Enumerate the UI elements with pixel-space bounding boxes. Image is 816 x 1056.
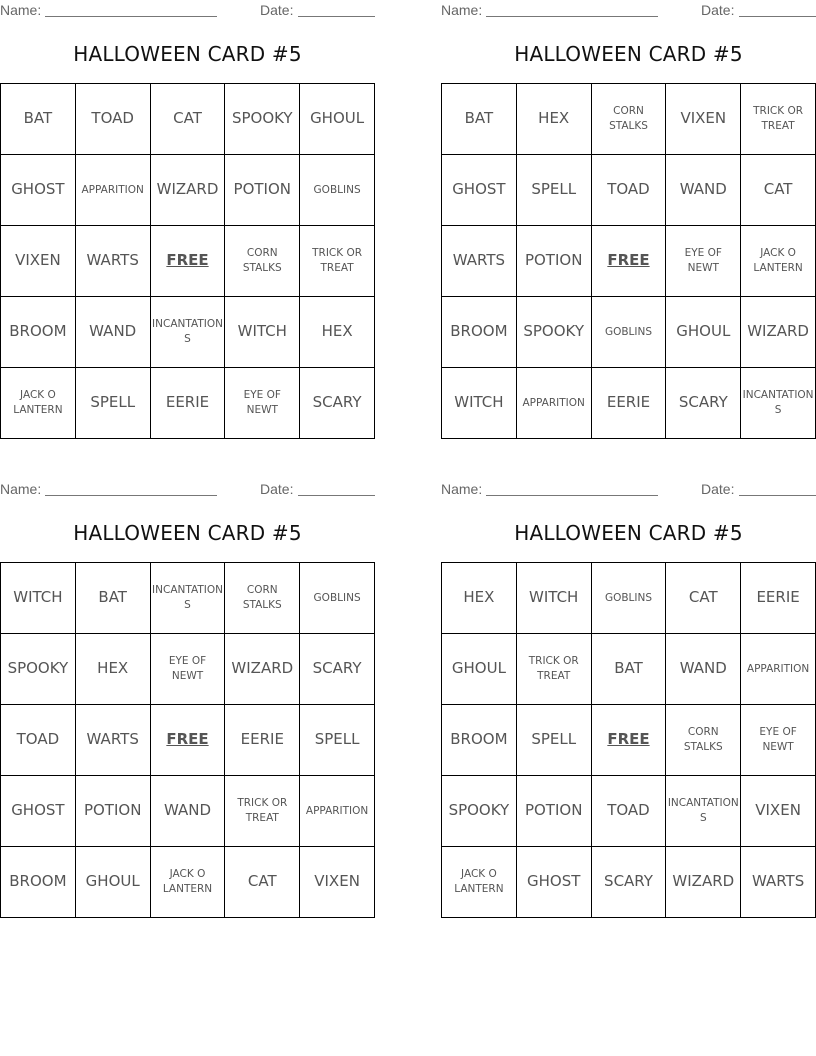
bingo-cell: GHOST — [516, 847, 591, 918]
bingo-cell: CORN STALKS — [666, 705, 741, 776]
bingo-row — [442, 705, 816, 776]
bingo-grid — [0, 83, 375, 439]
bingo-cell: WAND — [666, 155, 741, 226]
bingo-cell: EERIE — [150, 368, 225, 439]
bingo-cell: GOBLINS — [591, 297, 666, 368]
name-label: Name: — [0, 2, 42, 18]
bingo-cell: CORN STALKS — [591, 84, 666, 155]
bingo-cell: TRICK OR TREAT — [741, 84, 816, 155]
bingo-row — [442, 155, 816, 226]
bingo-cell: BAT — [442, 84, 517, 155]
bingo-cell: WAND — [75, 297, 150, 368]
bingo-row — [442, 226, 816, 297]
bingo-cell: HEX — [442, 563, 517, 634]
bingo-cell: APPARITION — [516, 368, 591, 439]
bingo-cell: GOBLINS — [300, 563, 375, 634]
name-date-row — [441, 481, 816, 499]
bingo-cell: BAT — [75, 563, 150, 634]
name-label: Name: — [441, 481, 483, 497]
bingo-cell: HEX — [516, 84, 591, 155]
bingo-cell: GHOST — [442, 155, 517, 226]
bingo-cell: INCANTATIONS — [150, 297, 225, 368]
bingo-cell: EERIE — [591, 368, 666, 439]
bingo-card — [0, 479, 375, 913]
bingo-cell: BAT — [591, 634, 666, 705]
bingo-cell: BROOM — [1, 847, 76, 918]
free-space: FREE — [591, 705, 666, 776]
bingo-cell: BAT — [1, 84, 76, 155]
bingo-cell: TOAD — [591, 155, 666, 226]
bingo-row — [1, 705, 375, 776]
bingo-cell: POTION — [225, 155, 300, 226]
name-blank-line[interactable] — [45, 16, 217, 17]
bingo-cell: WARTS — [442, 226, 517, 297]
bingo-cell: GHOUL — [666, 297, 741, 368]
bingo-cell: SCARY — [300, 634, 375, 705]
bingo-cell: VIXEN — [300, 847, 375, 918]
bingo-grid — [441, 83, 816, 439]
bingo-cell: TOAD — [1, 705, 76, 776]
bingo-row — [1, 847, 375, 918]
bingo-cell: TOAD — [591, 776, 666, 847]
bingo-cell: WAND — [150, 776, 225, 847]
bingo-cell: WARTS — [741, 847, 816, 918]
bingo-row — [1, 563, 375, 634]
card-title: HALLOWEEN CARD #5 — [73, 42, 302, 66]
bingo-grid — [441, 562, 816, 918]
name-date-row — [0, 2, 375, 20]
bingo-cell: APPARITION — [741, 634, 816, 705]
bingo-cell: EYE OF NEWT — [225, 368, 300, 439]
date-label: Date: — [260, 481, 294, 497]
bingo-cell: WAND — [666, 634, 741, 705]
bingo-cell: CORN STALKS — [225, 563, 300, 634]
bingo-cell: SPELL — [516, 705, 591, 776]
bingo-cell: EYE OF NEWT — [741, 705, 816, 776]
free-space: FREE — [591, 226, 666, 297]
bingo-cell: WARTS — [75, 226, 150, 297]
date-blank-line[interactable] — [298, 495, 375, 496]
bingo-cell: EYE OF NEWT — [150, 634, 225, 705]
bingo-cell: INCANTATIONS — [666, 776, 741, 847]
bingo-row — [442, 776, 816, 847]
bingo-cell: HEX — [75, 634, 150, 705]
bingo-cell: VIXEN — [666, 84, 741, 155]
free-space: FREE — [150, 705, 225, 776]
bingo-cell: SCARY — [666, 368, 741, 439]
bingo-cell: CORN STALKS — [225, 226, 300, 297]
bingo-cell: WIZARD — [225, 634, 300, 705]
bingo-cell: SPELL — [300, 705, 375, 776]
bingo-cell: GOBLINS — [591, 563, 666, 634]
bingo-cell: WIZARD — [150, 155, 225, 226]
bingo-cell: TOAD — [75, 84, 150, 155]
bingo-cell: HEX — [300, 297, 375, 368]
bingo-cell: SPELL — [75, 368, 150, 439]
bingo-cell: POTION — [75, 776, 150, 847]
card-title: HALLOWEEN CARD #5 — [514, 42, 743, 66]
date-blank-line[interactable] — [298, 16, 375, 17]
card-title: HALLOWEEN CARD #5 — [73, 521, 302, 545]
bingo-cell: SPOOKY — [1, 634, 76, 705]
bingo-cell: WITCH — [442, 368, 517, 439]
bingo-cell: GHOST — [1, 776, 76, 847]
name-blank-line[interactable] — [45, 495, 217, 496]
bingo-cell: EERIE — [225, 705, 300, 776]
bingo-cell: GHOUL — [75, 847, 150, 918]
bingo-cell: INCANTATIONS — [150, 563, 225, 634]
bingo-cell: BROOM — [442, 705, 517, 776]
bingo-cell: SPOOKY — [442, 776, 517, 847]
bingo-cell: CAT — [741, 155, 816, 226]
bingo-cell: CAT — [150, 84, 225, 155]
bingo-grid — [0, 562, 375, 918]
bingo-cell: VIXEN — [741, 776, 816, 847]
bingo-cell: WITCH — [1, 563, 76, 634]
bingo-cell: SPOOKY — [225, 84, 300, 155]
bingo-cell: BROOM — [442, 297, 517, 368]
bingo-cell: APPARITION — [75, 155, 150, 226]
bingo-cell: WITCH — [516, 563, 591, 634]
bingo-cell: EERIE — [741, 563, 816, 634]
bingo-row — [1, 776, 375, 847]
bingo-cell: APPARITION — [300, 776, 375, 847]
bingo-row — [442, 297, 816, 368]
name-blank-line[interactable] — [486, 495, 658, 496]
bingo-cell: SCARY — [300, 368, 375, 439]
bingo-cell: CAT — [666, 563, 741, 634]
bingo-cell: BROOM — [1, 297, 76, 368]
bingo-row — [1, 84, 375, 155]
name-label: Name: — [0, 481, 42, 497]
bingo-cell: CAT — [225, 847, 300, 918]
date-label: Date: — [701, 481, 735, 497]
bingo-card — [0, 0, 375, 434]
bingo-cell: TRICK OR TREAT — [300, 226, 375, 297]
free-space: FREE — [150, 226, 225, 297]
bingo-row — [442, 847, 816, 918]
bingo-cell: JACK O LANTERN — [150, 847, 225, 918]
date-blank-line[interactable] — [739, 495, 816, 496]
name-date-row — [0, 481, 375, 499]
bingo-row — [1, 226, 375, 297]
bingo-cell: INCANTATIONS — [741, 368, 816, 439]
bingo-cell: TRICK OR TREAT — [225, 776, 300, 847]
bingo-cell: EYE OF NEWT — [666, 226, 741, 297]
name-label: Name: — [441, 2, 483, 18]
bingo-row — [1, 634, 375, 705]
bingo-cell: SPELL — [516, 155, 591, 226]
bingo-cell: TRICK OR TREAT — [516, 634, 591, 705]
bingo-cell: POTION — [516, 226, 591, 297]
bingo-row — [442, 84, 816, 155]
bingo-cell: GOBLINS — [300, 155, 375, 226]
bingo-row — [1, 155, 375, 226]
bingo-cell: WIZARD — [666, 847, 741, 918]
bingo-card — [441, 479, 816, 913]
bingo-cell: JACK O LANTERN — [1, 368, 76, 439]
bingo-cell: SCARY — [591, 847, 666, 918]
bingo-cell: GHOST — [1, 155, 76, 226]
bingo-cell: WIZARD — [741, 297, 816, 368]
bingo-cell: GHOUL — [300, 84, 375, 155]
bingo-row — [442, 563, 816, 634]
bingo-cell: WARTS — [75, 705, 150, 776]
bingo-cell: POTION — [516, 776, 591, 847]
date-blank-line[interactable] — [739, 16, 816, 17]
bingo-cell: JACK O LANTERN — [741, 226, 816, 297]
bingo-cell: JACK O LANTERN — [442, 847, 517, 918]
bingo-cell: SPOOKY — [516, 297, 591, 368]
bingo-card — [441, 0, 816, 434]
date-label: Date: — [260, 2, 294, 18]
bingo-row — [1, 368, 375, 439]
bingo-row — [442, 634, 816, 705]
bingo-cell: GHOUL — [442, 634, 517, 705]
name-blank-line[interactable] — [486, 16, 658, 17]
card-title: HALLOWEEN CARD #5 — [514, 521, 743, 545]
bingo-cell: VIXEN — [1, 226, 76, 297]
name-date-row — [441, 2, 816, 20]
date-label: Date: — [701, 2, 735, 18]
bingo-row — [1, 297, 375, 368]
bingo-cell: WITCH — [225, 297, 300, 368]
bingo-row — [442, 368, 816, 439]
